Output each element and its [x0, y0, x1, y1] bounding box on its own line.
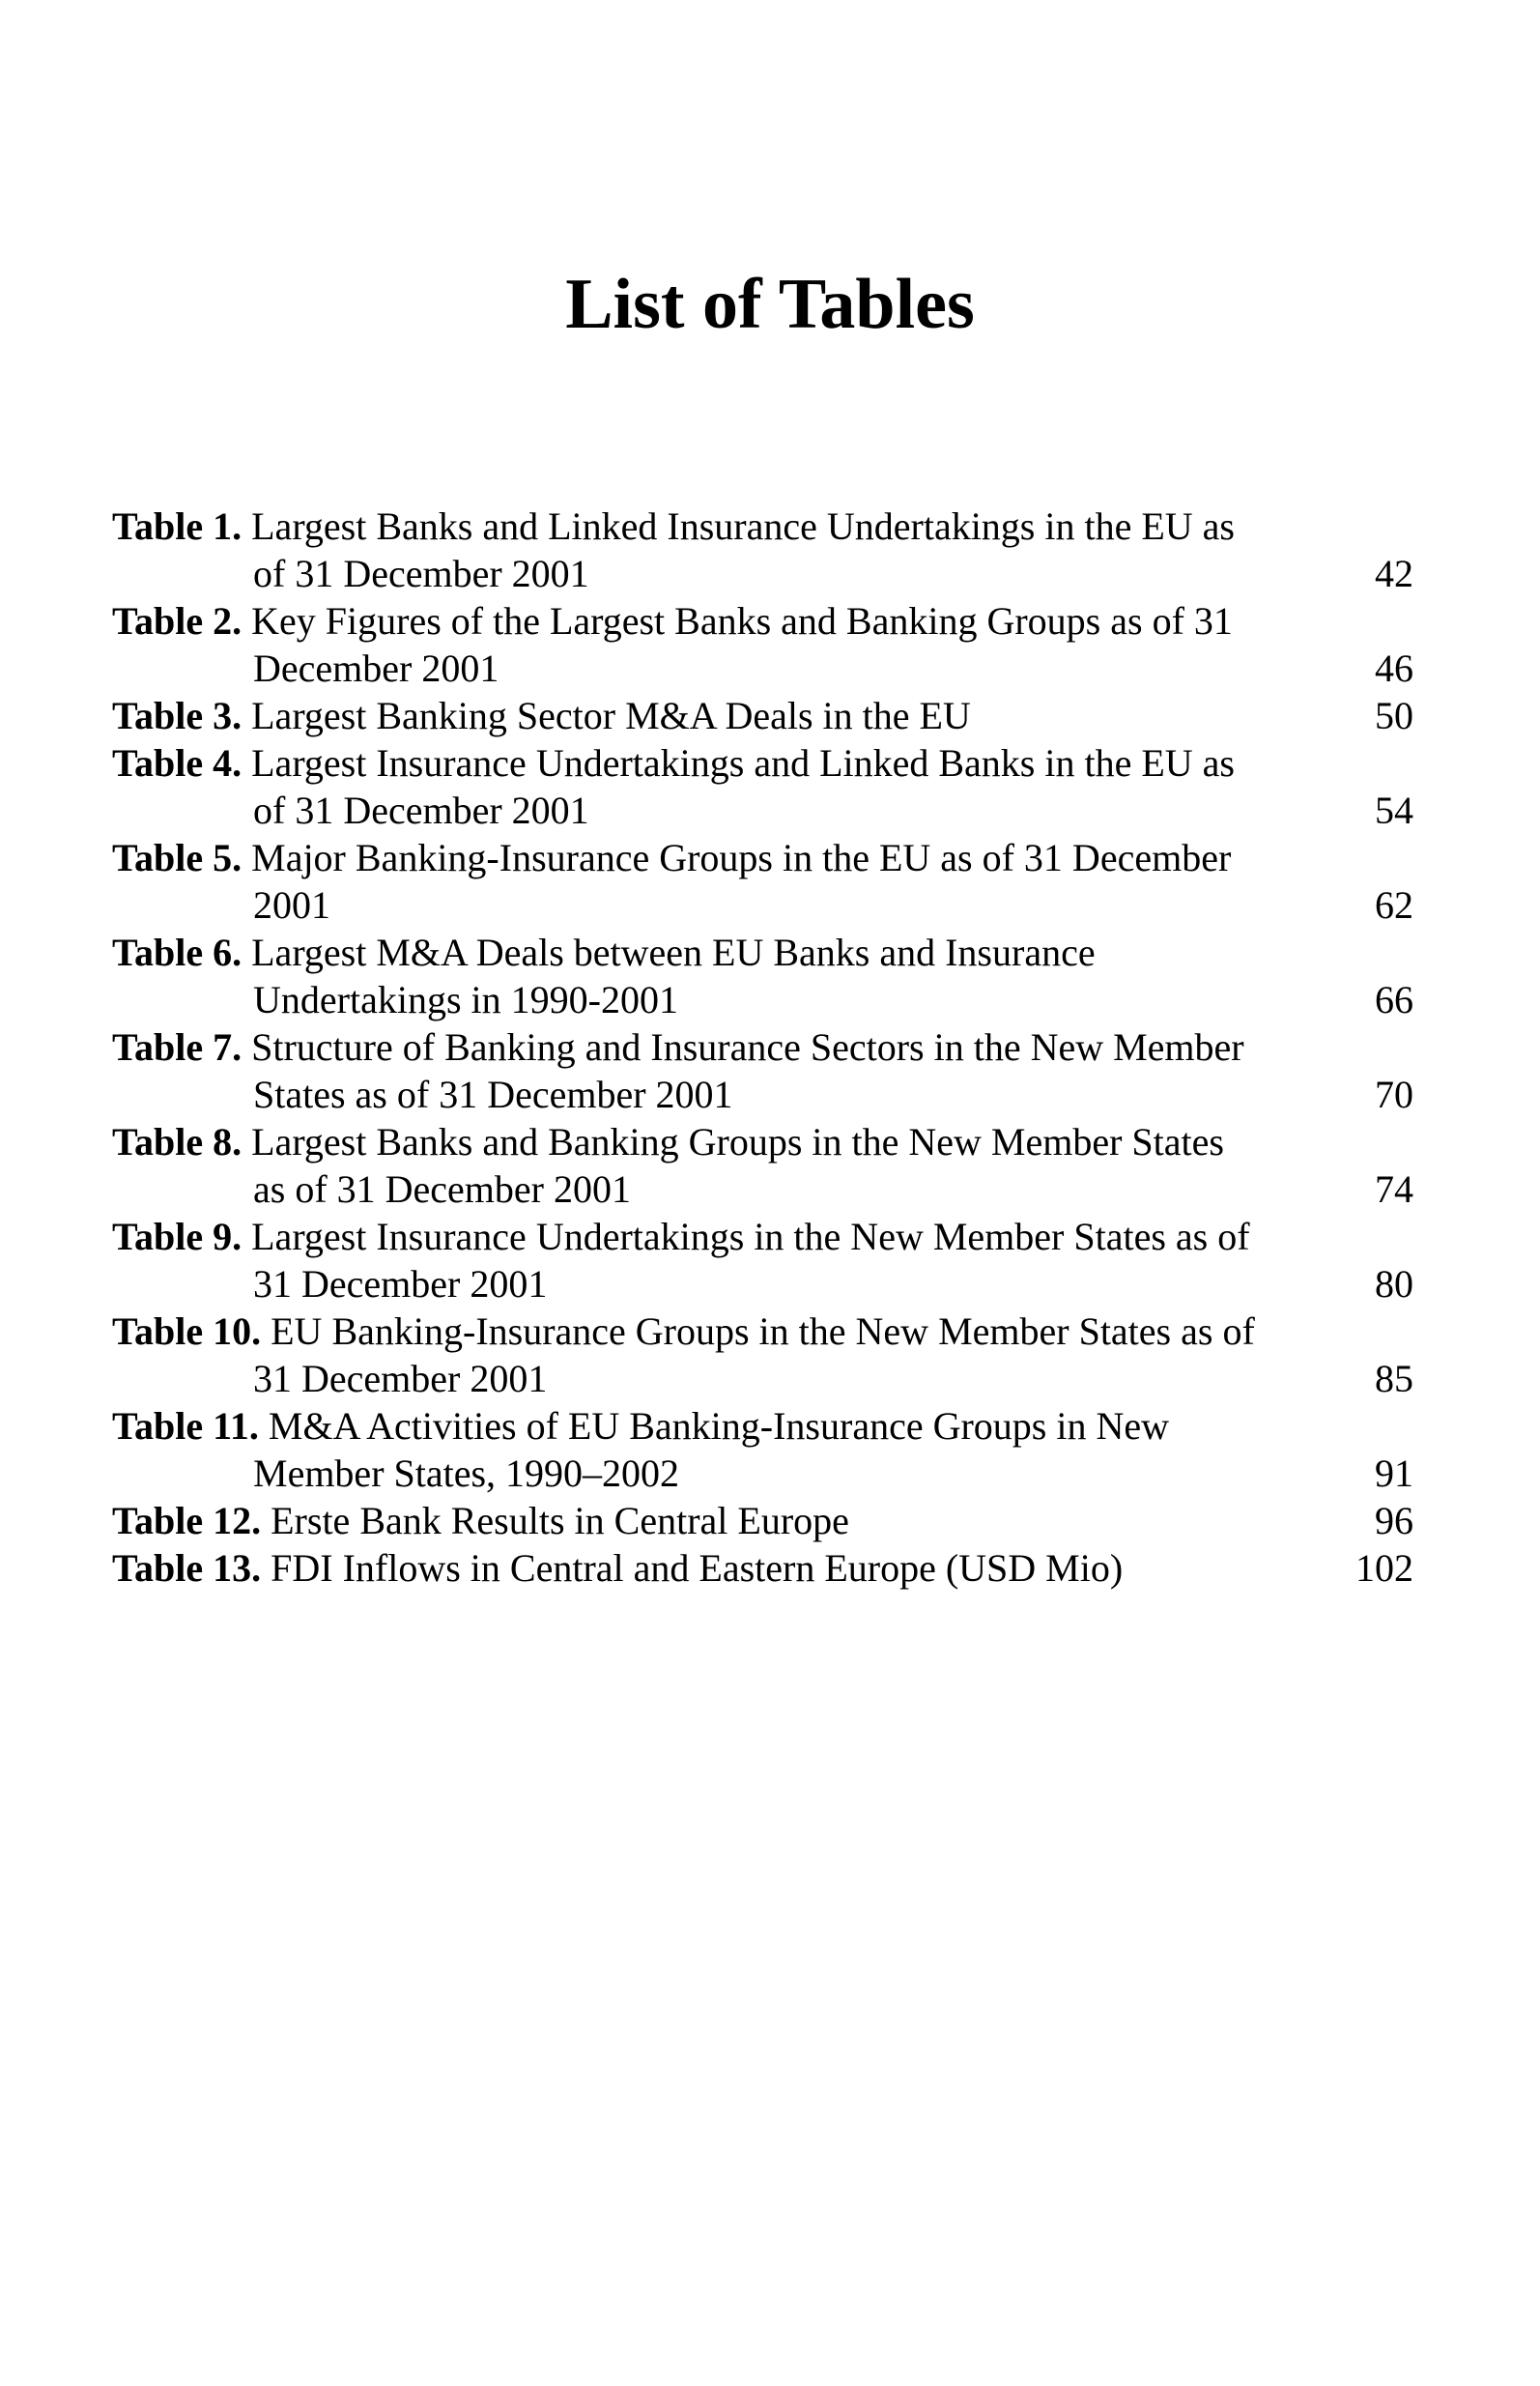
toc-entry-label: Table 2.: [112, 599, 242, 643]
toc-entry-table-10: [112, 1308, 1413, 1402]
toc-entry-line: [112, 1497, 1413, 1544]
toc-entry-table-3: [112, 692, 1413, 739]
toc-entry-line: [112, 1308, 1413, 1355]
toc-entry-table-6: [112, 929, 1413, 1023]
toc-entry-continuation-line: [112, 1355, 1413, 1402]
toc-entry-table-1: [112, 503, 1413, 597]
toc-entry-continuation-line: [112, 550, 1413, 597]
toc-entry-continuation-line: [112, 1165, 1413, 1213]
toc-entry-title: Key Figures of the Largest Banks and Banking Groups as of 31: [251, 599, 1233, 643]
toc-entry-title: Major Banking-Insurance Groups in the EU as of 31 December: [251, 836, 1232, 879]
toc-entry-line: [112, 1023, 1413, 1071]
toc-entry-title: Largest Insurance Undertakings in the New Member States as of: [251, 1215, 1250, 1258]
toc-entry-table-7: [112, 1023, 1413, 1118]
toc-entry-continuation-line: [112, 976, 1413, 1023]
toc-entry-table-13: [112, 1544, 1413, 1592]
toc-entry-title: Erste Bank Results in Central Europe: [271, 1499, 849, 1542]
toc-entry-label: Table 4.: [112, 741, 242, 785]
toc-entry-line: [112, 929, 1413, 976]
toc-entry-continuation-line: [112, 1260, 1413, 1308]
toc-entry-page-number: 74: [1375, 1167, 1413, 1211]
toc-entry-title: FDI Inflows in Central and Eastern Europe (USD Mio): [271, 1546, 1124, 1590]
toc-entry-label: Table 9.: [112, 1215, 242, 1258]
toc-entry-title: Largest M&A Deals between EU Banks and Insurance: [251, 931, 1096, 974]
toc-entry-page-number: 91: [1375, 1452, 1413, 1495]
toc-entry-label: Table 7.: [112, 1025, 242, 1069]
toc-entry-line: [112, 834, 1413, 881]
toc-entry-label: Table 1.: [112, 504, 242, 548]
toc-entry-title: Largest Banking Sector M&A Deals in the EU: [251, 694, 971, 737]
toc-entry-page-number: 96: [1375, 1499, 1413, 1542]
toc-entry-title-continued: of 31 December 2001: [253, 789, 589, 832]
toc-entry-title-continued: States as of 31 December 2001: [253, 1073, 733, 1116]
table-of-tables-list: [112, 503, 1413, 1592]
toc-entry-page-number: 54: [1375, 789, 1413, 832]
page-title: List of Tables: [565, 264, 975, 344]
toc-entry-label: Table 3.: [112, 694, 242, 737]
toc-entry-line: [112, 1544, 1413, 1592]
toc-entry-title-continued: 31 December 2001: [253, 1357, 548, 1400]
toc-entry-title: Largest Insurance Undertakings and Linked Banks in the EU as: [251, 741, 1235, 785]
toc-entry-table-12: [112, 1497, 1413, 1544]
toc-entry-label: Table 5.: [112, 836, 242, 879]
toc-entry-label: Table 12.: [112, 1499, 262, 1542]
toc-entry-title-continued: 31 December 2001: [253, 1262, 548, 1306]
toc-entry-continuation-line: [112, 881, 1413, 929]
toc-entry-table-2: [112, 597, 1413, 692]
toc-entry-page-number: 50: [1375, 694, 1413, 737]
toc-entry-label: Table 13.: [112, 1546, 262, 1590]
toc-entry-continuation-line: [112, 645, 1413, 692]
toc-entry-page-number: 80: [1375, 1262, 1413, 1306]
toc-entry-line: [112, 692, 1413, 739]
toc-entry-title-continued: 2001: [253, 883, 330, 927]
toc-entry-title: Largest Banks and Linked Insurance Undertakings in the EU as: [251, 504, 1235, 548]
toc-entry-title-continued: as of 31 December 2001: [253, 1167, 631, 1211]
toc-entry-title: M&A Activities of EU Banking-Insurance Groups in New: [268, 1404, 1169, 1448]
toc-entry-title-continued: Undertakings in 1990-2001: [253, 978, 678, 1021]
toc-entry-continuation-line: [112, 787, 1413, 834]
toc-entry-page-number: 62: [1375, 883, 1413, 927]
toc-entry-label: Table 8.: [112, 1120, 242, 1164]
toc-entry-line: [112, 1402, 1413, 1450]
toc-entry-table-4: [112, 739, 1413, 834]
toc-entry-line: [112, 1213, 1413, 1260]
toc-entry-label: Table 6.: [112, 931, 242, 974]
toc-entry-table-11: [112, 1402, 1413, 1497]
toc-entry-table-5: [112, 834, 1413, 929]
toc-entry-page-number: 46: [1375, 647, 1413, 690]
toc-entry-title-continued: Member States, 1990–2002: [253, 1452, 680, 1495]
toc-entry-page-number: 66: [1375, 978, 1413, 1021]
toc-entry-line: [112, 739, 1413, 787]
toc-entry-title-continued: of 31 December 2001: [253, 552, 589, 595]
toc-entry-title-continued: December 2001: [253, 647, 499, 690]
toc-entry-title: EU Banking-Insurance Groups in the New Member States as of: [271, 1309, 1255, 1353]
toc-entry-line: [112, 1118, 1413, 1165]
toc-entry-page-number: 102: [1355, 1546, 1413, 1590]
toc-entry-label: Table 10.: [112, 1309, 262, 1353]
toc-entry-table-9: [112, 1213, 1413, 1308]
toc-entry-table-8: [112, 1118, 1413, 1213]
toc-entry-title: Structure of Banking and Insurance Sectors in the New Member: [251, 1025, 1244, 1069]
toc-entry-page-number: 70: [1375, 1073, 1413, 1116]
toc-entry-line: [112, 503, 1413, 550]
toc-entry-continuation-line: [112, 1071, 1413, 1118]
toc-entry-title: Largest Banks and Banking Groups in the New Member States: [251, 1120, 1224, 1164]
toc-entry-page-number: 85: [1375, 1357, 1413, 1400]
toc-entry-label: Table 11.: [112, 1404, 259, 1448]
toc-entry-continuation-line: [112, 1450, 1413, 1497]
toc-entry-line: [112, 597, 1413, 645]
toc-entry-page-number: 42: [1375, 552, 1413, 595]
